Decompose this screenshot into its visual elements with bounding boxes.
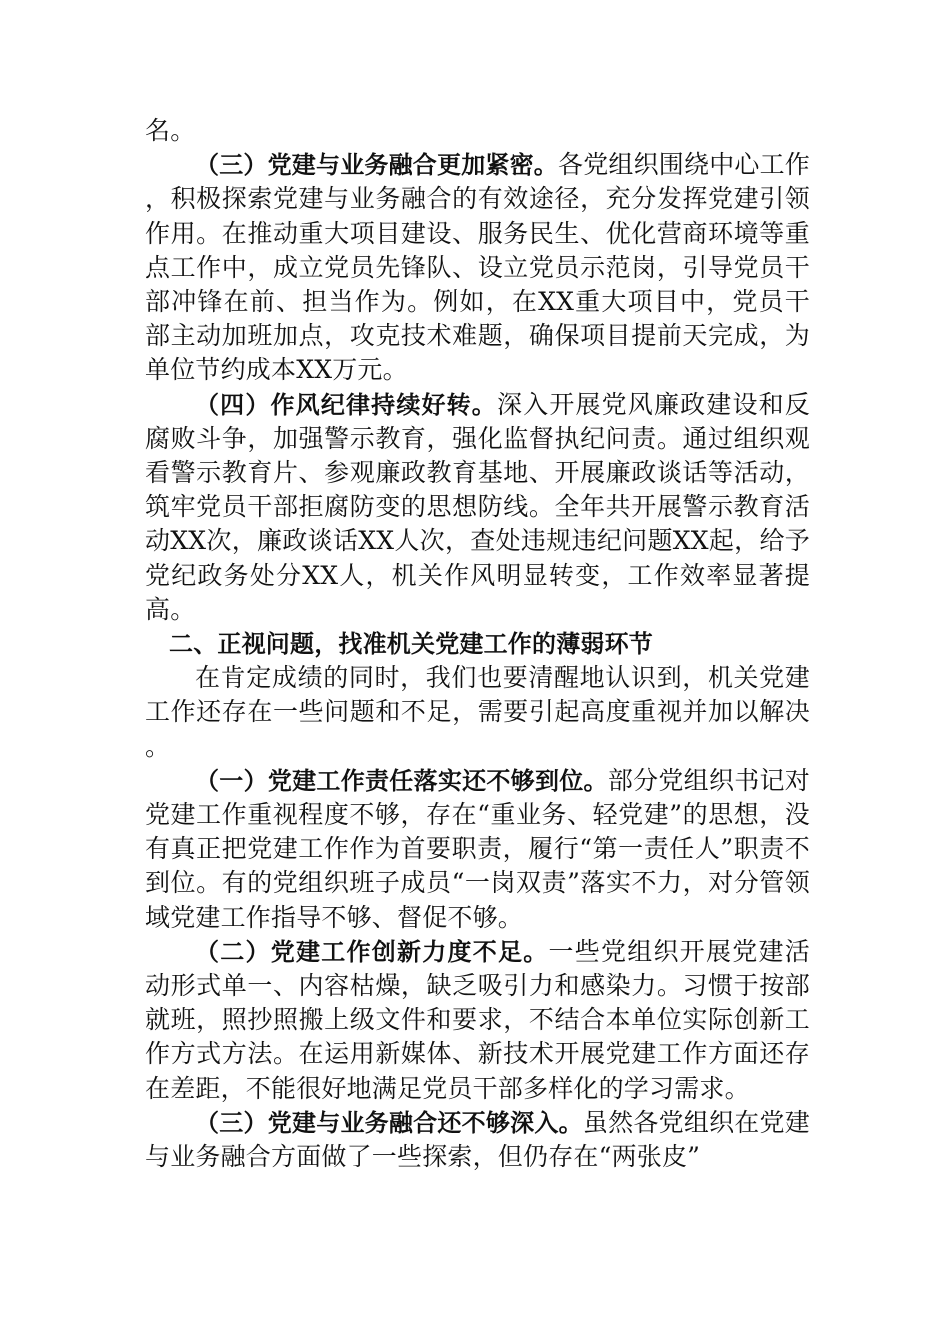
paragraph-body: 部分党组织书记对党建工作重视程度不够，存在“重业务、轻党建”的思想，没有真正把党建工作作为首要职责，履行“第一责任人”职责不到位。有的党组织班子成员“一岗双责”落实不力，对分管领域党建工作指导不够、督促不够。 — [145, 765, 810, 932]
subheading-lead: （一）党建工作责任落实还不够到位。 — [195, 766, 608, 795]
subheading-lead: （三）党建与业务融合更加紧密。 — [195, 151, 558, 180]
paragraph-integration-depth — [145, 1106, 810, 1174]
subheading-lead: （二）党建工作创新力度不足。 — [195, 937, 549, 966]
section-heading: 二、正视问题，找准机关党建工作的薄弱环节 — [169, 630, 653, 659]
document-body — [145, 114, 810, 1174]
paragraph-responsibility — [145, 764, 810, 935]
paragraph-body: 一些党组织开展党建活动形式单一、内容枯燥，缺乏吸引力和感染力。习惯于按部就班，照抄照搬上级文件和要求，不结合本单位实际创新工作方式方法。在运用新媒体、新技术开展党建工作方面还存在差距，不能很好地满足党员干部多样化的学习需求。 — [145, 936, 810, 1103]
subheading-lead: （四）作风纪律持续好转。 — [195, 390, 497, 419]
section-intro-paragraph: 在肯定成绩的同时，我们也要清醒地认识到，机关党建工作还存在一些问题和不足，需要引起高度重视并加以解决。 — [145, 663, 810, 761]
paragraph-work-style-discipline — [145, 388, 810, 627]
paragraph-innovation — [145, 935, 810, 1106]
subheading-lead: （三）党建与业务融合还不够深入。 — [195, 1108, 583, 1137]
continuation-line: 名。 — [145, 116, 196, 145]
paragraph-body: 深入开展党风廉政建设和反腐败斗争，加强警示教育，强化监督执纪问责。通过组织观看警示教育片、参观廉政教育基地、开展廉政谈话等活动，筑牢党员干部拒腐防变的思想防线。全年共开展警示教育活动XX次，廉政谈话XX人次，查处违规违纪问题XX起，给予党纪政务处分XX人，机关作风明显转变，工作效率显著提高。 — [145, 389, 810, 624]
paragraph-body: 虽然各党组织在党建与业务融合方面做了一些探索，但仍存在“两张皮” — [145, 1107, 810, 1172]
paragraph-party-business-integration — [145, 148, 810, 387]
paragraph-body: 各党组织围绕中心工作，积极探索党建与业务融合的有效途径，充分发挥党建引领作用。在推动重大项目建设、服务民生、优化营商环境等重点工作中，成立党员先锋队、设立党员示范岗，引导党员干部冲锋在前、担当作为。例如，在XX重大项目中，党员干部主动加班加点，攻克技术难题，确保项目提前天完成，为单位节约成本XX万元。 — [145, 150, 811, 385]
